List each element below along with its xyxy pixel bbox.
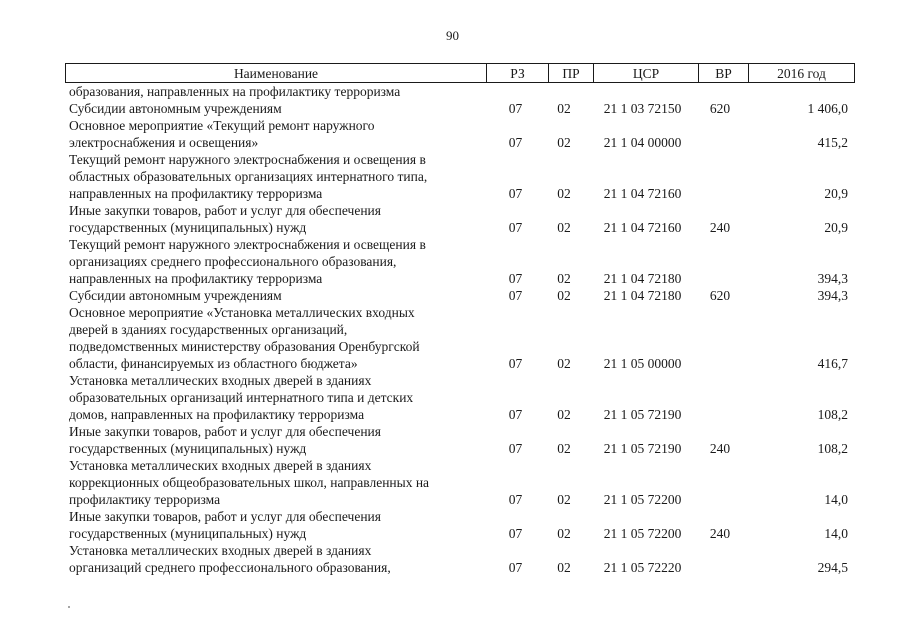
row-pr: 02 <box>557 492 571 507</box>
row-name: Текущий ремонт наружного электроснабжения и освещения в областных образовательных организациях интернатного типа, направленных на профилактику терроризма <box>69 152 428 201</box>
row-rz: 07 <box>508 441 523 456</box>
row-vr <box>695 355 745 372</box>
row-amount: 294,5 <box>817 560 848 575</box>
row-amount: 415,2 <box>817 135 848 150</box>
row-pr: 02 <box>557 220 571 235</box>
header-vr: ВР <box>698 64 748 82</box>
row-name: Субсидии автономным учреждениям <box>69 288 282 303</box>
row-pr: 02 <box>557 288 571 303</box>
row-csr: 21 1 05 72190 <box>603 407 682 422</box>
row-pr: 02 <box>557 186 571 201</box>
row-rz: 07 <box>508 271 523 286</box>
row-amount: 416,7 <box>817 356 848 371</box>
row-rz: 07 <box>508 186 523 201</box>
table-row <box>65 100 855 117</box>
row-pr: 02 <box>557 407 571 422</box>
row-amount: 20,9 <box>824 220 848 235</box>
row-name: Субсидии автономным учреждениям <box>69 101 282 116</box>
row-rz: 07 <box>508 288 523 303</box>
row-amount: 1 406,0 <box>807 101 848 116</box>
row-csr: 21 1 05 72200 <box>603 492 682 507</box>
row-pr: 02 <box>557 135 571 150</box>
table-row <box>65 542 855 576</box>
row-csr: 21 1 03 72150 <box>603 101 682 116</box>
row-rz: 07 <box>508 220 523 235</box>
row-vr <box>695 406 745 423</box>
header-name: Наименование <box>233 66 319 81</box>
table-row <box>65 151 855 202</box>
row-csr: 21 1 04 72160 <box>603 186 682 201</box>
row-csr: 21 1 05 72190 <box>603 441 682 456</box>
row-amount <box>745 83 848 100</box>
row-name: Установка металлических входных дверей в зданиях организаций среднего профессионального образования, <box>69 543 391 575</box>
table-row <box>65 457 855 508</box>
row-csr: 21 1 05 72200 <box>603 526 682 541</box>
row-rz: 07 <box>508 135 523 150</box>
row-amount: 394,3 <box>817 271 848 286</box>
row-amount: 394,3 <box>817 288 848 303</box>
row-rz: 07 <box>508 356 523 371</box>
row-name: Установка металлических входных дверей в зданиях коррекционных общеобразовательных школ, направленных на профилактику терроризма <box>69 458 430 507</box>
header-year: 2016 год <box>748 64 854 82</box>
row-vr <box>695 559 745 576</box>
table-row <box>65 117 855 151</box>
row-vr: 620 <box>709 288 731 303</box>
row-name: Текущий ремонт наружного электроснабжения и освещения в организациях среднего профессионального образования, направленных на профилактику терроризма <box>69 237 426 286</box>
row-rz: 07 <box>508 492 523 507</box>
row-name: образования, направленных на профилактику терроризма <box>69 84 401 99</box>
row-vr <box>695 185 745 202</box>
header-rz: РЗ <box>486 64 548 82</box>
row-csr: 21 1 04 00000 <box>603 135 682 150</box>
table-row <box>65 372 855 423</box>
row-pr: 02 <box>557 101 571 116</box>
row-amount: 108,2 <box>817 407 848 422</box>
table-row <box>65 236 855 287</box>
table-row <box>65 508 855 542</box>
table-row <box>65 83 855 100</box>
row-amount: 14,0 <box>824 526 848 541</box>
page-number: 90 <box>446 28 459 43</box>
row-csr: 21 1 05 72220 <box>603 560 682 575</box>
row-pr: 02 <box>557 356 571 371</box>
row-pr: 02 <box>557 526 571 541</box>
table-row <box>65 202 855 236</box>
row-rz <box>493 83 538 100</box>
row-name: Установка металлических входных дверей в зданиях образовательных организаций интернатного типа и детских домов, направленных на профилактику терроризма <box>69 373 414 422</box>
table-header <box>65 63 855 83</box>
row-vr <box>695 491 745 508</box>
row-rz: 07 <box>508 407 523 422</box>
row-pr: 02 <box>557 560 571 575</box>
row-csr: 21 1 04 72180 <box>603 288 682 303</box>
row-rz: 07 <box>508 526 523 541</box>
row-vr <box>695 83 745 100</box>
row-name: Основное мероприятие «Текущий ремонт наружного электроснабжения и освещения» <box>69 118 375 150</box>
row-name: Иные закупки товаров, работ и услуг для обеспечения государственных (муниципальных) нужд <box>69 424 381 456</box>
row-vr: 240 <box>709 526 731 541</box>
row-csr: 21 1 04 72180 <box>603 271 682 286</box>
row-vr <box>695 134 745 151</box>
header-csr: ЦСР <box>593 64 698 82</box>
row-csr <box>590 83 695 100</box>
row-vr: 240 <box>709 441 731 456</box>
row-pr <box>538 83 590 100</box>
scan-speck <box>68 606 70 608</box>
row-amount: 108,2 <box>817 441 848 456</box>
row-rz: 07 <box>508 101 523 116</box>
header-pr: ПР <box>548 64 593 82</box>
row-vr <box>695 270 745 287</box>
table-row <box>65 423 855 457</box>
row-rz: 07 <box>508 560 523 575</box>
row-name: Иные закупки товаров, работ и услуг для обеспечения государственных (муниципальных) нужд <box>69 203 381 235</box>
row-amount: 20,9 <box>824 186 848 201</box>
row-pr: 02 <box>557 271 571 286</box>
row-vr: 620 <box>709 101 731 116</box>
row-csr: 21 1 04 72160 <box>603 220 682 235</box>
table-row <box>65 304 855 372</box>
row-pr: 02 <box>557 441 571 456</box>
row-name: Основное мероприятие «Установка металлических входных дверей в зданиях государственных организаций, подведомственных министерству образования Оренбургской области, финансируемых из областного бюджета» <box>69 305 420 371</box>
row-name: Иные закупки товаров, работ и услуг для обеспечения государственных (муниципальных) нужд <box>69 509 381 541</box>
row-vr: 240 <box>709 220 731 235</box>
table-row <box>65 287 855 304</box>
row-amount: 14,0 <box>824 492 848 507</box>
table-body <box>65 83 855 576</box>
row-csr: 21 1 05 00000 <box>603 356 682 371</box>
